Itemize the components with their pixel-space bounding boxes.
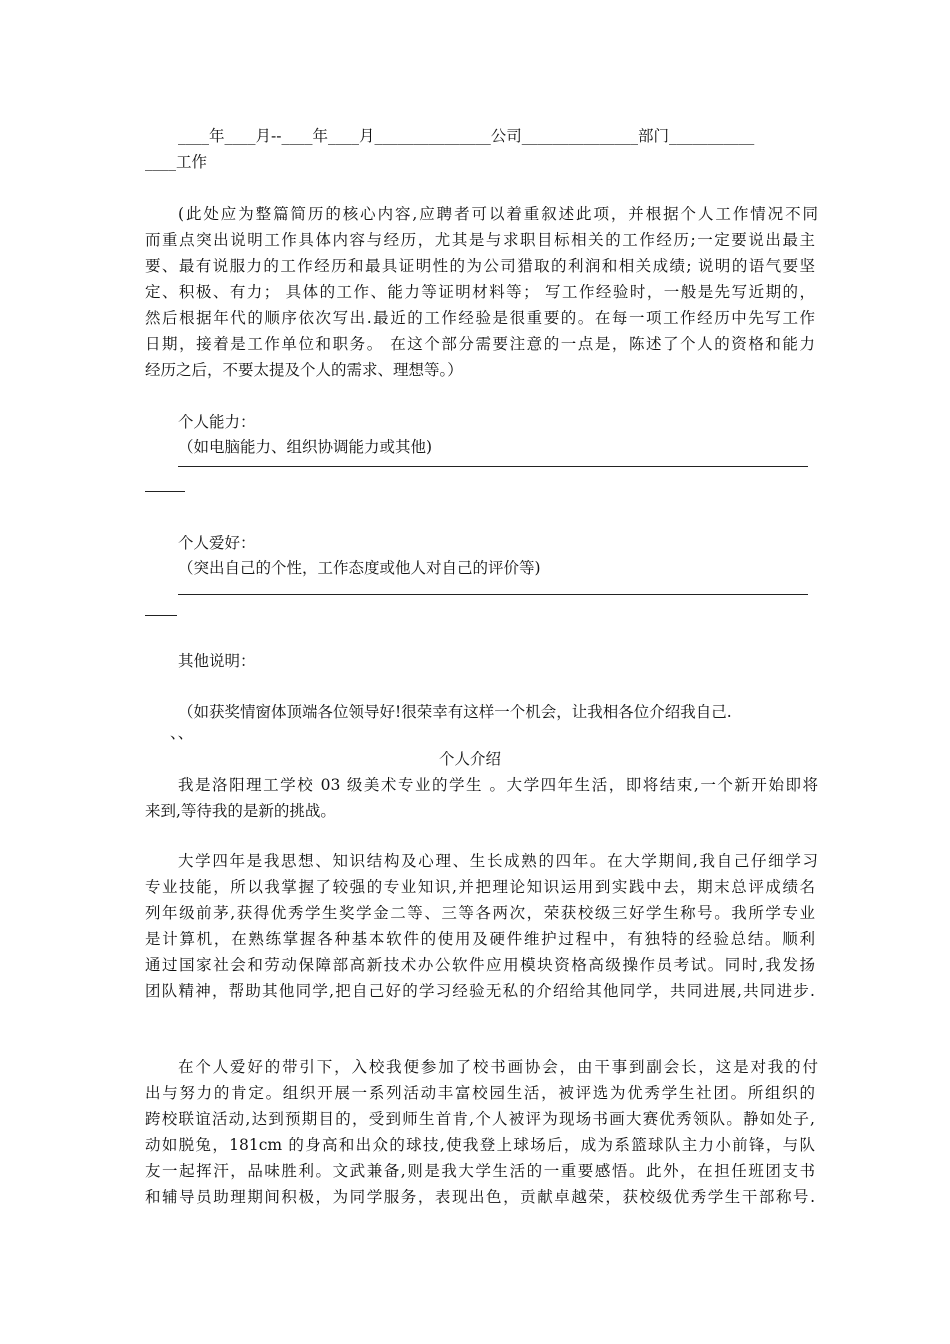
other-hint: （如获奖情窗体顶端各位领导好!很荣幸有这样一个机会，让我相各位介绍我自己. [178,703,732,721]
intro-p2-line: 列年级前茅,获得优秀学生奖学金二等、三等各两次，荣获校级三好学生称号。我所学专业 [145,904,815,922]
work-period-line-cont: ____工作 [145,153,208,171]
work-desc-line: 日期，接着是工作单位和职务。 在这个部分需要注意的一点是，陈述了个人的资格和能力 [145,335,815,353]
work-desc-line: 经历之后，不要太提及个人的需求、理想等。） [145,361,463,379]
ability-answer-rule [145,491,185,492]
hobby-title: 个人爱好： [178,534,256,552]
ability-hint: （如电脑能力、组织协调能力或其他) [178,438,433,456]
other-marks: 、、 [170,724,194,742]
intro-p2-line: 是计算机，在熟练掌握各种基本软件的使用及硬件维护过程中，有独特的经验总结。顺利 [145,930,815,948]
work-desc-line: 然后根据年代的顺序依次写出.最近的工作经验是很重要的。在每一项工作经历中先写工作 [145,309,815,327]
hobby-answer-rule [178,594,808,595]
hobby-hint: （突出自己的个性，工作态度或他人对自己的评价等) [178,559,541,577]
work-desc-line: 而重点突出说明工作具体内容与经历，尤其是与求职目标相关的工作经历;一定要说出最主 [145,231,815,249]
intro-p2-line: 通过国家社会和劳动保障部高新技术办公软件应用模块资格高级操作员考试。同时,我发扬 [145,956,815,974]
work-desc-line: (此处应为整篇简历的核心内容,应聘者可以着重叙述此项，并根据个人工作情况不同 [178,205,818,223]
intro-title: 个人介绍 [438,750,501,768]
intro-p3-line: 友一起挥汗，品味胜利。文武兼备,则是我大学生活的一重要感悟。此外，在担任班团支书 [145,1162,815,1180]
intro-p3-line: 出与努力的肯定。组织开展一系列活动丰富校园生活，被评选为优秀学生社团。所组织的 [145,1084,815,1102]
intro-p2-line: 专业技能，所以我掌握了较强的专业知识,并把理论知识运用到实践中去，期末总评成绩名 [145,878,815,896]
work-desc-line: 定、积极、有力； 具体的工作、能力等证明材料等； 写工作经验时，一般是先写近期的， [145,283,815,301]
ability-title: 个人能力： [178,413,256,431]
intro-p2-line: 大学四年是我思想、知识结构及心理、生长成熟的四年。在大学期间,我自己仔细学习 [178,852,818,870]
intro-p3-line: 跨校联谊活动,达到预期目的，受到师生首肯,个人被评为现场书画大赛优秀领队。静如处子, [145,1110,815,1128]
work-period-line: ____年____月--____年____月_______________公司_______________部门___________ [178,127,755,145]
intro-p3-line: 和辅导员助理期间积极，为同学服务，表现出色，贡献卓越荣，获校级优秀学生干部称号. [145,1188,815,1206]
intro-p3-line: 在个人爱好的带引下，入校我便参加了校书画协会，由干事到副会长，这是对我的付 [178,1058,818,1076]
intro-p2-line: 团队精神，帮助其他同学,把自己好的学习经验无私的介绍给其他同学，共同进展,共同进步. [145,982,815,1000]
intro-p1-line: 来到,等待我的是新的挑战。 [145,802,336,820]
ability-answer-rule [178,466,808,467]
work-desc-line: 要、最有说服力的工作经历和最具证明性的为公司猎取的利润和相关成绩; 说明的语气要坚 [145,257,815,275]
intro-p3-line: 动如脱兔，181cm 的身高和出众的球技,使我登上球场后，成为系篮球队主力小前锋，与队 [145,1136,815,1154]
hobby-answer-rule [145,615,177,616]
intro-p1-line: 我是洛阳理工学校 03 级美术专业的学生 。大学四年生活，即将结束,一个新开始即将 [178,776,818,794]
other-title: 其他说明： [178,652,256,670]
